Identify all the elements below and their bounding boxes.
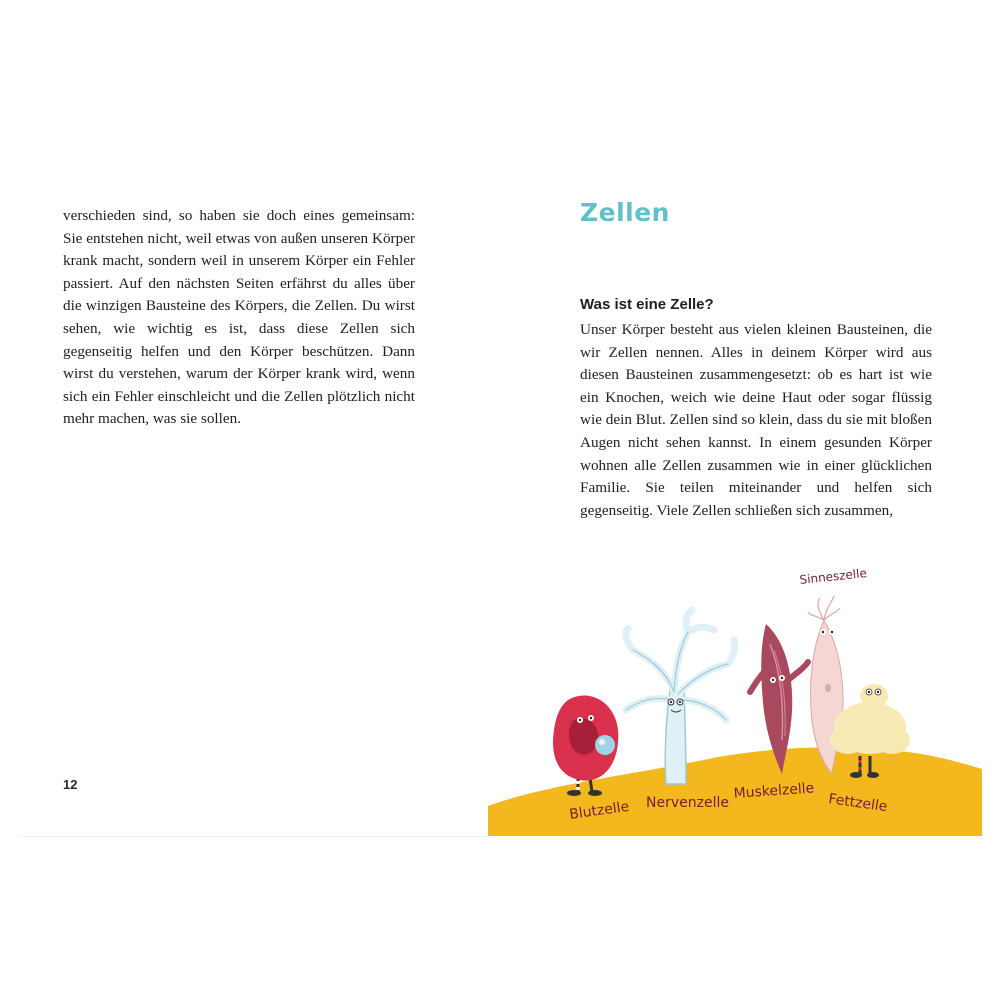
label-sinneszelle: Sinneszelle [798,566,868,587]
label-muskelzelle: Muskelzelle [733,780,815,802]
cell-characters-illustration [488,560,982,836]
label-fettzelle: Fettzelle [827,791,889,816]
left-paragraph: verschieden sind, so haben sie doch eines gemeinsam: Sie entstehen nicht, weil etwas von außen unseren Körper krank macht, sondern weil in unserem Körper ein Fehler passiert. Auf den nächsten Seiten erfährst du alles über die winzigen Bausteine des Körpers, die Zellen. Du wirst sehen, wie wichtig es ist, dass diese Zellen sich gegenseitig helfen und den Körper beschützen. Dann wirst du verstehen, warum der Körper krank wird, wenn sich ein Fehler einschleicht und die Zellen plötzlich nicht mehr machen, was sie sollen. [63,207,415,428]
left-page [18,0,500,836]
label-blutzelle: Blutzelle [568,798,631,823]
page-number: 12 [63,777,78,792]
page-bottom-edge [18,836,488,837]
right-paragraph: Unser Körper besteht aus vielen kleinen Bausteinen, die wir Zellen nennen. Alles in deinem Körper wird aus diesen Bausteinen zusammengesetzt: ob es hart ist wie ein Knochen, weich wie deine Haut oder sogar flüssig wie dein Blut. Zellen sind so klein, dass du sie mit bloßen Augen nicht sehen kannst. In einem gesunden Körper wohnen alle Zellen zusammen wie in einer glücklichen Familie. Sie teilen miteinander und helfen sich gegenseitig. Viele Zellen schließen sich zusammen, [580,321,932,519]
page-title: Zellen [580,198,670,227]
section-subheading: Was ist eine Zelle? [580,296,714,313]
label-nervenzelle: Nervenzelle [646,795,729,811]
